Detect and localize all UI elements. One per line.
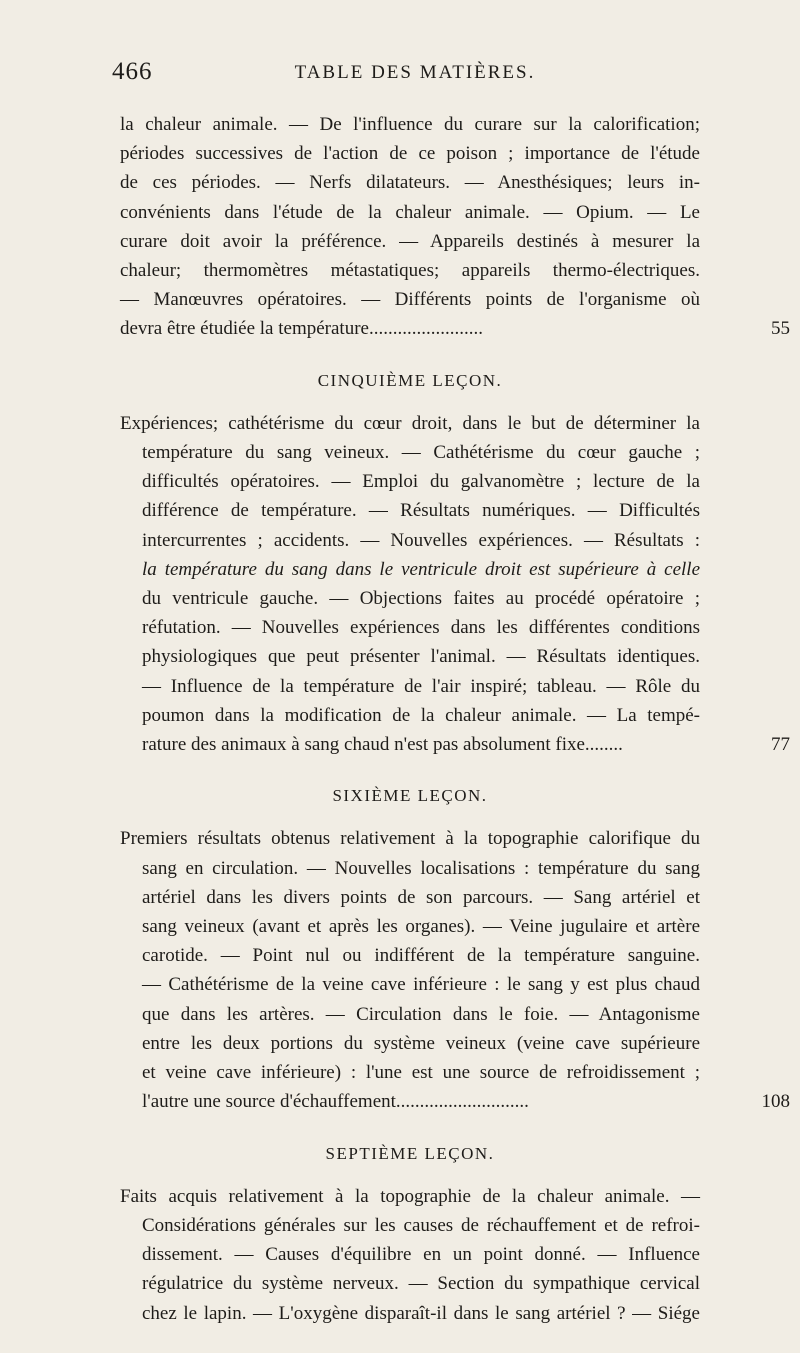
toc-line: — Cathétérisme de la veine cave inférieure : le sang y est plus chaud xyxy=(142,974,700,996)
toc-line: régulatrice du système nerveux. — Section du sympathique cervical xyxy=(142,1273,700,1295)
toc-line: que dans les artères. — Circulation dans le foie. — Antagonisme xyxy=(142,1003,700,1025)
toc-line: du ventricule gauche. — Objections faites au procédé opératoire ; xyxy=(142,588,700,610)
running-title: TABLE DES MATIÈRES. xyxy=(294,62,536,83)
toc-line: la température du sang dans le ventricule droit est supérieure à celle xyxy=(142,558,700,580)
toc-line: devra être étudiée la température........................ xyxy=(120,318,483,340)
toc-line: difficultés opératoires. — Emploi du galvanomètre ; lecture de la xyxy=(142,471,700,493)
page-header xyxy=(112,58,718,88)
page-number: 466 xyxy=(112,58,153,85)
table-of-contents-body xyxy=(120,110,790,1328)
section-title: SEPTIÈME LEÇON. xyxy=(325,1143,495,1163)
toc-line: l'autre une source d'échauffement............................ xyxy=(142,1091,529,1113)
toc-line: chaleur; thermomètres métastatiques; appareils thermo-électriques. xyxy=(120,260,700,282)
toc-line: poumon dans la modification de la chaleur animale. — La tempé- xyxy=(142,704,700,726)
page-reference: 55 xyxy=(771,318,790,340)
toc-line: convénients dans l'étude de la chaleur animale. — Opium. — Le xyxy=(120,201,700,223)
toc-line: sang en circulation. — Nouvelles localisations : température du sang xyxy=(142,857,700,879)
toc-entry-lecon-7 xyxy=(120,1182,700,1328)
toc-line: artériel dans les divers points de son parcours. — Sang artériel et xyxy=(142,886,700,908)
toc-line: température du sang veineux. — Cathétérisme du cœur gauche ; xyxy=(142,442,700,464)
toc-line: — Manœuvres opératoires. — Différents points de l'organisme où xyxy=(120,289,700,311)
toc-line: différence de température. — Résultats numériques. — Difficultés xyxy=(142,500,700,522)
toc-line: dissement. — Causes d'équilibre en un point donné. — Influence xyxy=(142,1244,700,1266)
toc-line: entre les deux portions du système veineux (veine cave supérieure xyxy=(142,1032,700,1054)
toc-line: rature des animaux à sang chaud n'est pas absolument fixe........ xyxy=(142,734,623,756)
toc-line: la chaleur animale. — De l'influence du curare sur la calorification; xyxy=(120,114,700,135)
toc-line: — Influence de la température de l'air inspiré; tableau. — Rôle du xyxy=(142,675,700,697)
toc-line: Premiers résultats obtenus relativement à la topographie calorifique du xyxy=(120,828,700,850)
toc-line: chez le lapin. — L'oxygène disparaît-il dans le sang artériel ? — Siége xyxy=(142,1302,700,1324)
section-title: SIXIÈME LEÇON. xyxy=(332,786,488,806)
toc-line: Considérations générales sur les causes de réchauffement et de refroi- xyxy=(142,1214,700,1236)
page-reference: 77 xyxy=(771,734,790,756)
toc-line: et veine cave inférieure) : l'une est une source de refroidissement ; xyxy=(142,1062,700,1084)
toc-line: curare doit avoir la préférence. — Appareils destinés à mesurer la xyxy=(120,230,700,252)
toc-line: intercurrentes ; accidents. — Nouvelles expériences. — Résultats : xyxy=(142,529,700,551)
toc-entry-intro xyxy=(120,110,790,344)
toc-line: de ces périodes. — Nerfs dilatateurs. — Anesthésiques; leurs in- xyxy=(120,172,700,194)
toc-line: périodes successives de l'action de ce poison ; importance de l'étude xyxy=(120,143,700,165)
toc-line: réfutation. — Nouvelles expériences dans les différentes conditions xyxy=(142,617,700,639)
toc-line: Faits acquis relativement à la topographie de la chaleur animale. — xyxy=(120,1185,700,1207)
toc-line: sang veineux (avant et après les organes). — Veine jugulaire et artère xyxy=(142,916,700,938)
toc-entry-lecon-5 xyxy=(120,409,790,759)
toc-line: carotide. — Point nul ou indifférent de la température sanguine. xyxy=(142,945,700,967)
section-title: CINQUIÈME LEÇON. xyxy=(317,370,503,390)
toc-entry-lecon-6 xyxy=(120,824,790,1116)
toc-line: physiologiques que peut présenter l'animal. — Résultats identiques. xyxy=(142,646,700,668)
toc-line: Expériences; cathétérisme du cœur droit, dans le but de déterminer la xyxy=(120,412,700,434)
page-reference: 108 xyxy=(761,1091,790,1113)
